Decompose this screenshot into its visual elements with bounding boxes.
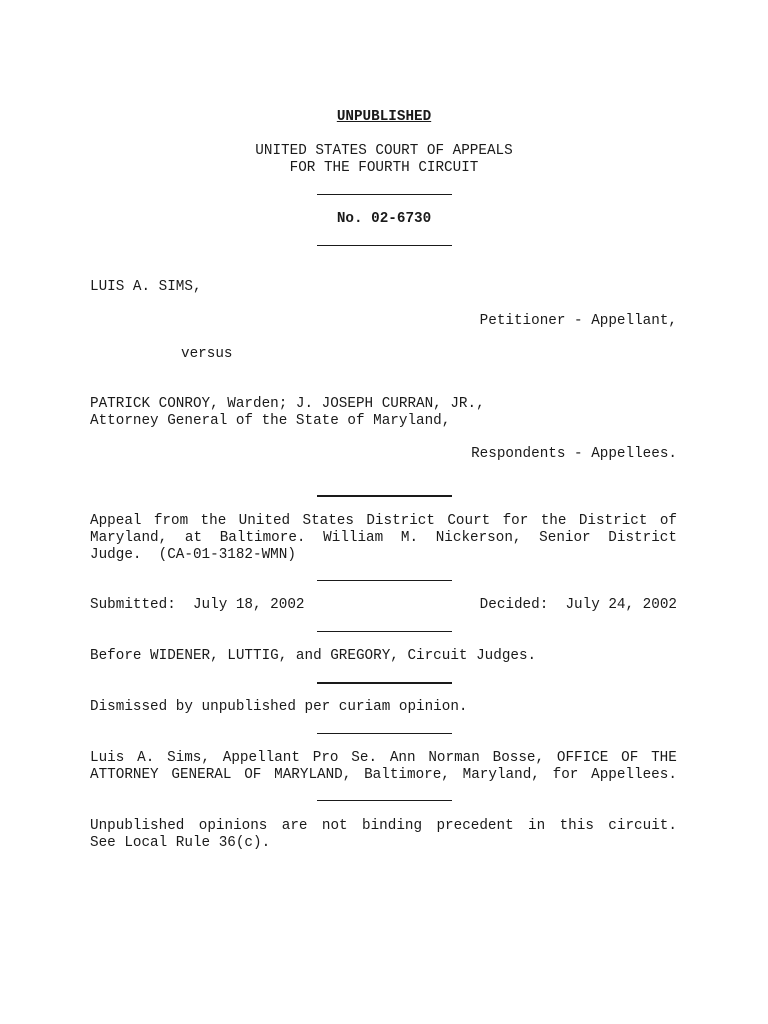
word: precedent — [436, 818, 514, 834]
word: Sims, — [167, 750, 210, 766]
respondents-role: Respondents - Appellees. — [471, 446, 677, 462]
word: Bosse, — [492, 750, 545, 766]
divider-rule — [317, 631, 452, 632]
word: Norman — [428, 750, 480, 766]
petitioner-name: LUIS A. SIMS, — [90, 279, 202, 295]
respondents-line1: PATRICK CONROY, Warden; J. JOSEPH CURRAN, JR., — [90, 396, 485, 412]
word: not — [321, 818, 348, 834]
word: MARYLAND, — [274, 767, 352, 783]
word: for — [502, 513, 529, 529]
word: of — [659, 513, 677, 529]
versus-label: versus — [181, 346, 233, 362]
word: are — [281, 818, 308, 834]
word: OF — [244, 767, 262, 783]
court-name-line2: FOR THE FOURTH CIRCUIT — [289, 160, 479, 176]
word: circuit. — [608, 818, 677, 834]
counsel-line1 — [90, 750, 677, 767]
divider-rule — [317, 800, 452, 801]
petitioner-role: Petitioner - Appellant, — [479, 313, 677, 329]
word: GENERAL — [171, 767, 232, 783]
word: Se. — [351, 750, 378, 766]
submitted-date: Submitted: July 18, 2002 — [90, 597, 305, 613]
word: A. — [137, 750, 155, 766]
word: Pro — [312, 750, 339, 766]
word: the — [540, 513, 567, 529]
word: Nickerson, — [435, 530, 522, 546]
counsel-paragraph — [90, 750, 677, 784]
word: District — [366, 513, 435, 529]
appeal-line2 — [90, 530, 677, 547]
word: States — [302, 513, 354, 529]
appeal-line3: Judge. (CA-01-3182-WMN) — [90, 547, 296, 563]
word: in — [528, 818, 546, 834]
word: at — [184, 530, 203, 546]
word: United — [238, 513, 291, 529]
word: Unpublished — [90, 818, 185, 834]
divider-rule — [317, 682, 452, 684]
word: OF — [621, 750, 639, 766]
notice-line2: See Local Rule 36(c). — [90, 835, 271, 851]
divider-rule — [317, 580, 452, 581]
divider-rule — [317, 245, 452, 246]
appeal-line1 — [90, 513, 677, 530]
notice-line1 — [90, 818, 677, 835]
notice-paragraph — [90, 818, 677, 852]
word: for — [552, 767, 579, 783]
court-name-line1: UNITED STATES COURT OF APPEALS — [255, 143, 513, 159]
word: THE — [651, 750, 677, 766]
divider-rule — [317, 194, 452, 195]
panel-judges: Before WIDENER, LUTTIG, and GREGORY, Circuit Judges. — [90, 648, 537, 664]
word: Baltimore. — [219, 530, 306, 546]
word: District — [608, 530, 677, 546]
dates-row — [90, 597, 677, 614]
word: Appeal — [90, 513, 142, 529]
word: Baltimore, — [364, 767, 450, 783]
word: William — [323, 530, 384, 546]
disposition: Dismissed by unpublished per curiam opinion. — [90, 699, 468, 715]
word: this — [559, 818, 594, 834]
word: Appellees. — [591, 767, 677, 783]
word: opinions — [198, 818, 268, 834]
word: Senior — [539, 530, 591, 546]
word: Maryland, — [90, 530, 168, 546]
word: Appellant — [222, 750, 300, 766]
word: District — [578, 513, 648, 529]
word: M. — [400, 530, 419, 546]
divider-rule — [317, 733, 452, 734]
unpublished-heading: UNPUBLISHED — [336, 109, 432, 125]
word: from — [153, 513, 189, 529]
counsel-line2 — [90, 767, 677, 784]
case-number: No. 02-6730 — [336, 211, 432, 227]
word: Ann — [389, 750, 416, 766]
appeal-paragraph — [90, 513, 677, 564]
word: binding — [362, 818, 423, 834]
decided-date: Decided: July 24, 2002 — [479, 597, 677, 613]
word: the — [200, 513, 227, 529]
word: OFFICE — [556, 750, 609, 766]
word: Maryland, — [462, 767, 540, 783]
word: ATTORNEY — [90, 767, 159, 783]
word: Court — [447, 513, 491, 529]
word: Luis — [90, 750, 125, 766]
respondents-line2: Attorney General of the State of Maryland, — [90, 413, 451, 429]
divider-rule — [317, 495, 452, 497]
